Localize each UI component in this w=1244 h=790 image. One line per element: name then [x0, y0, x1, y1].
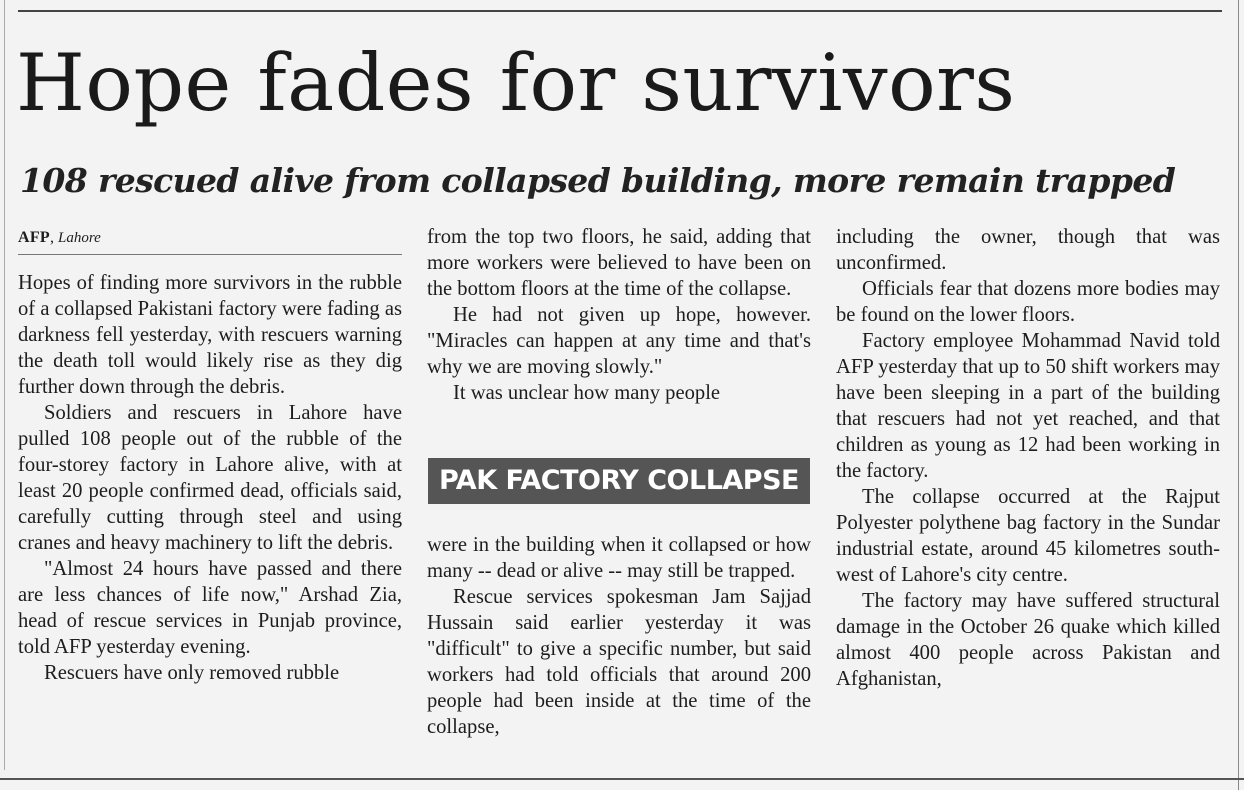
byline-separator: , — [50, 229, 59, 246]
paragraph: Factory employee Mohammad Navid told AFP yesterday that up to 50 shift workers may have been sleeping in a part of the building that rescuers had not yet reached, and that children as young as 12 had been working in the factory. — [836, 330, 1220, 482]
paragraph: It was unclear how many people — [453, 382, 721, 404]
headline: Hope fades for survivors — [16, 37, 1016, 129]
bottom-rule — [0, 778, 1244, 780]
column-2-bottom — [427, 532, 811, 740]
paragraph: Soldiers and rescuers in Lahore have pulled 108 people out of the rubble of the four-storey factory in Lahore alive, with at least 20 people confirmed dead, officials said, carefully cutting through steel and using cranes and heavy machinery to lift the debris. — [18, 402, 402, 554]
column-2-top — [427, 224, 811, 406]
paragraph: The collapse occurred at the Rajput Polyester polythene bag factory in the Sundar industrial estate, around 45 kilometres south-west of Lahore's city centre. — [836, 486, 1220, 586]
paragraph: were in the building when it collapsed or how many -- dead or alive -- may still be trapped. — [427, 534, 811, 582]
subheadline: 108 rescued alive from collapsed building, more remain trapped — [20, 161, 1176, 200]
paragraph: Officials fear that dozens more bodies may be found on the lower floors. — [836, 278, 1220, 326]
right-edge — [1238, 0, 1239, 790]
section-badge: PAK FACTORY COLLAPSE — [428, 458, 810, 504]
left-edge — [4, 0, 5, 770]
byline — [18, 224, 402, 255]
paragraph: Rescue services spokesman Jam Sajjad Hussain said earlier yesterday it was "difficult" to give a specific number, but said workers had told officials that around 200 people had been inside at the time of the collapse, — [427, 586, 811, 738]
paragraph: Rescuers have only removed rubble — [44, 662, 340, 684]
top-rule — [18, 10, 1222, 12]
column-3 — [836, 224, 1220, 692]
byline-location: Lahore — [58, 230, 101, 246]
paragraph: "Almost 24 hours have passed and there are less chances of life now," Arshad Zia, head of rescue services in Punjab province, told AFP yesterday evening. — [18, 558, 402, 658]
paragraph: from the top two floors, he said, adding that more workers were believed to have been on the bottom floors at the time of the collapse. — [427, 226, 811, 300]
column-1 — [18, 224, 402, 686]
paragraph: Hopes of finding more survivors in the rubble of a collapsed Pakistani factory were fading as darkness fell yesterday, with rescuers warning the death toll would likely rise as they dig further down through the debris. — [18, 272, 402, 398]
paragraph: The factory may have suffered structural damage in the October 26 quake which killed almost 400 people across Pakistan and Afghanistan, — [836, 590, 1220, 690]
paragraph: He had not given up hope, however. "Miracles can happen at any time and that's why we are moving slowly." — [427, 304, 811, 378]
byline-agency: AFP — [18, 229, 51, 246]
paragraph: including the owner, though that was unconfirmed. — [836, 226, 1220, 274]
